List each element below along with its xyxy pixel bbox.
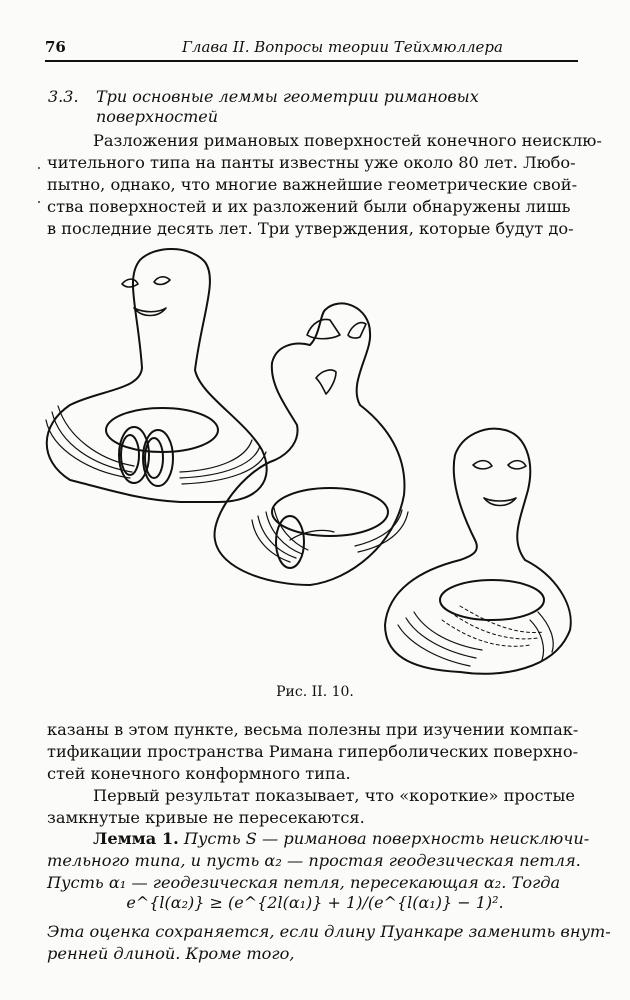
margin-mark <box>38 167 40 169</box>
paragraph-line: казаны в этом пункте, весьма полезны при изучении компак- <box>47 720 579 739</box>
section-number: 3.3. <box>48 87 79 106</box>
lemma-text: Пусть α₁ — геодезическая петля, пересекающая α₂. Тогда <box>47 873 561 892</box>
lemma-text: тельного типа, и пусть α₂ — простая геодезическая петля. <box>47 851 581 870</box>
figure-caption: Рис. II. 10. <box>276 684 354 700</box>
paragraph-line: замкнутые кривые не пересекаются. <box>47 808 365 827</box>
paragraph-line: тификации пространства Римана гиперболических поверхно- <box>47 742 579 761</box>
surface-1 <box>46 249 267 502</box>
lemma-heading: Лемма 1. <box>93 829 179 848</box>
paragraph-3 <box>47 785 580 829</box>
paragraph-line: ства поверхностей и их разложений были обнаружены лишь <box>47 197 571 216</box>
lemma-1 <box>47 828 590 894</box>
lemma-formula: e^{l(α₂)} ≥ (e^{2l(α₁)} + 1)/(e^{l(α₁)} − 1)². <box>126 893 504 912</box>
surface-3 <box>385 429 571 674</box>
surface-2 <box>215 303 408 585</box>
margin-mark <box>38 201 40 203</box>
section-title: Три основные леммы геометрии римановых поверхностей <box>96 87 479 126</box>
paragraph-line: Эта оценка сохраняется, если длину Пуанкаре заменить внут- <box>47 922 611 941</box>
paragraph-1 <box>47 130 602 240</box>
paragraph-line: Разложения римановых поверхностей конечного неисклю- <box>93 131 602 150</box>
page-number: 76 <box>45 38 66 56</box>
paragraph-line: ренней длиной. Кроме того, <box>47 944 295 963</box>
paragraph-line: пытно, однако, что многие важнейшие геометрические свой- <box>47 175 578 194</box>
paragraph-line: Первый результат показывает, что «короткие» простые <box>93 786 575 805</box>
paragraph-2 <box>47 719 580 785</box>
closing-paragraph <box>47 921 611 965</box>
running-title: Глава II. Вопросы теории Тейхмюллера <box>182 38 503 56</box>
paragraph-line: в последние десять лет. Три утверждения, которые будут до- <box>47 219 574 238</box>
header-rule <box>45 60 578 62</box>
paragraph-line: чительного типа на панты известны уже около 80 лет. Любо- <box>47 153 576 172</box>
figure-surfaces <box>30 240 600 680</box>
lemma-text: Пусть S — риманова поверхность неисключи- <box>183 829 590 848</box>
paragraph-line: стей конечного конформного типа. <box>47 764 351 783</box>
